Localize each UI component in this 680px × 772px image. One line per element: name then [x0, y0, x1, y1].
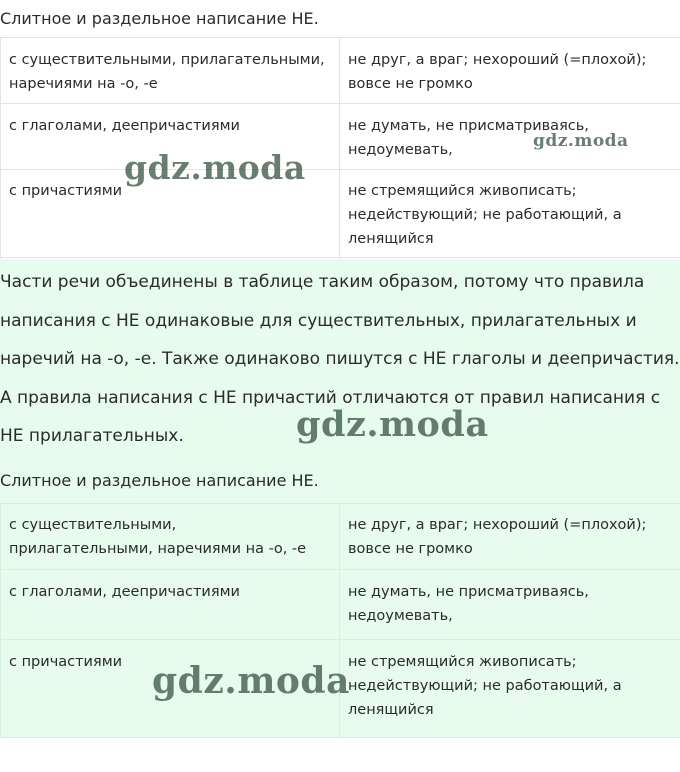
paragraph-line: НЕ прилагательных. [0, 426, 184, 446]
watermark: gdz.moda [533, 131, 629, 151]
table-cell-part-of-speech: с причастиями [1, 170, 340, 258]
table-cell-examples: не думать, не присматриваясь, недоумевать, [340, 104, 680, 170]
paragraph-line: Части речи объединены в таблице таким образом, потому что правила [0, 272, 645, 292]
table-cell-examples: не думать, не присматриваясь, недоумевать, [340, 570, 680, 640]
table-cell-part-of-speech: с причастиями [1, 640, 340, 738]
ne-spelling-table-top [0, 37, 680, 258]
table-cell-part-of-speech: с существительными, прилагательными, наречиями на -о, -е [1, 38, 340, 104]
table-row [1, 640, 680, 738]
watermark: gdz.moda [124, 148, 306, 187]
caption-top: Слитное и раздельное написание НЕ. [0, 9, 319, 28]
table-cell-examples: не друг, а враг; нехороший (=плохой); вовсе не громко [340, 38, 680, 104]
caption-bottom: Слитное и раздельное написание НЕ. [0, 471, 319, 490]
table-row [1, 570, 680, 640]
answer-paragraph [0, 263, 680, 456]
watermark: gdz.moda [152, 660, 350, 702]
table-cell-part-of-speech: с существительными, прилагательными, наречиями на -о, -е [1, 504, 340, 570]
table-cell-part-of-speech: с глаголами, деепричастиями [1, 104, 340, 170]
table-row [1, 504, 680, 570]
ne-spelling-table-bottom [0, 503, 680, 738]
table-cell-examples: не друг, а враг; нехороший (=плохой); вовсе не громко [340, 504, 680, 570]
paragraph-line: наречий на -о, -е. Также одинаково пишутся с НЕ глаголы и деепричастия. [0, 349, 680, 369]
table-row [1, 170, 680, 258]
table-cell-examples: не стремящийся живописать; недействующий; не работающий, а ленящийся [340, 640, 680, 738]
paragraph-line: написания с НЕ одинаковые для существительных, прилагательных и [0, 310, 637, 331]
table-row [1, 38, 680, 104]
table-row [1, 104, 680, 170]
paragraph-line: А правила написания с НЕ причастий отличаются от правил написания с [0, 387, 661, 408]
watermark: gdz.moda [296, 404, 489, 445]
table-cell-examples: не стремящийся живописать; недействующий; не работающий, а ленящийся [340, 170, 680, 258]
table-cell-part-of-speech: с глаголами, деепричастиями [1, 570, 340, 640]
